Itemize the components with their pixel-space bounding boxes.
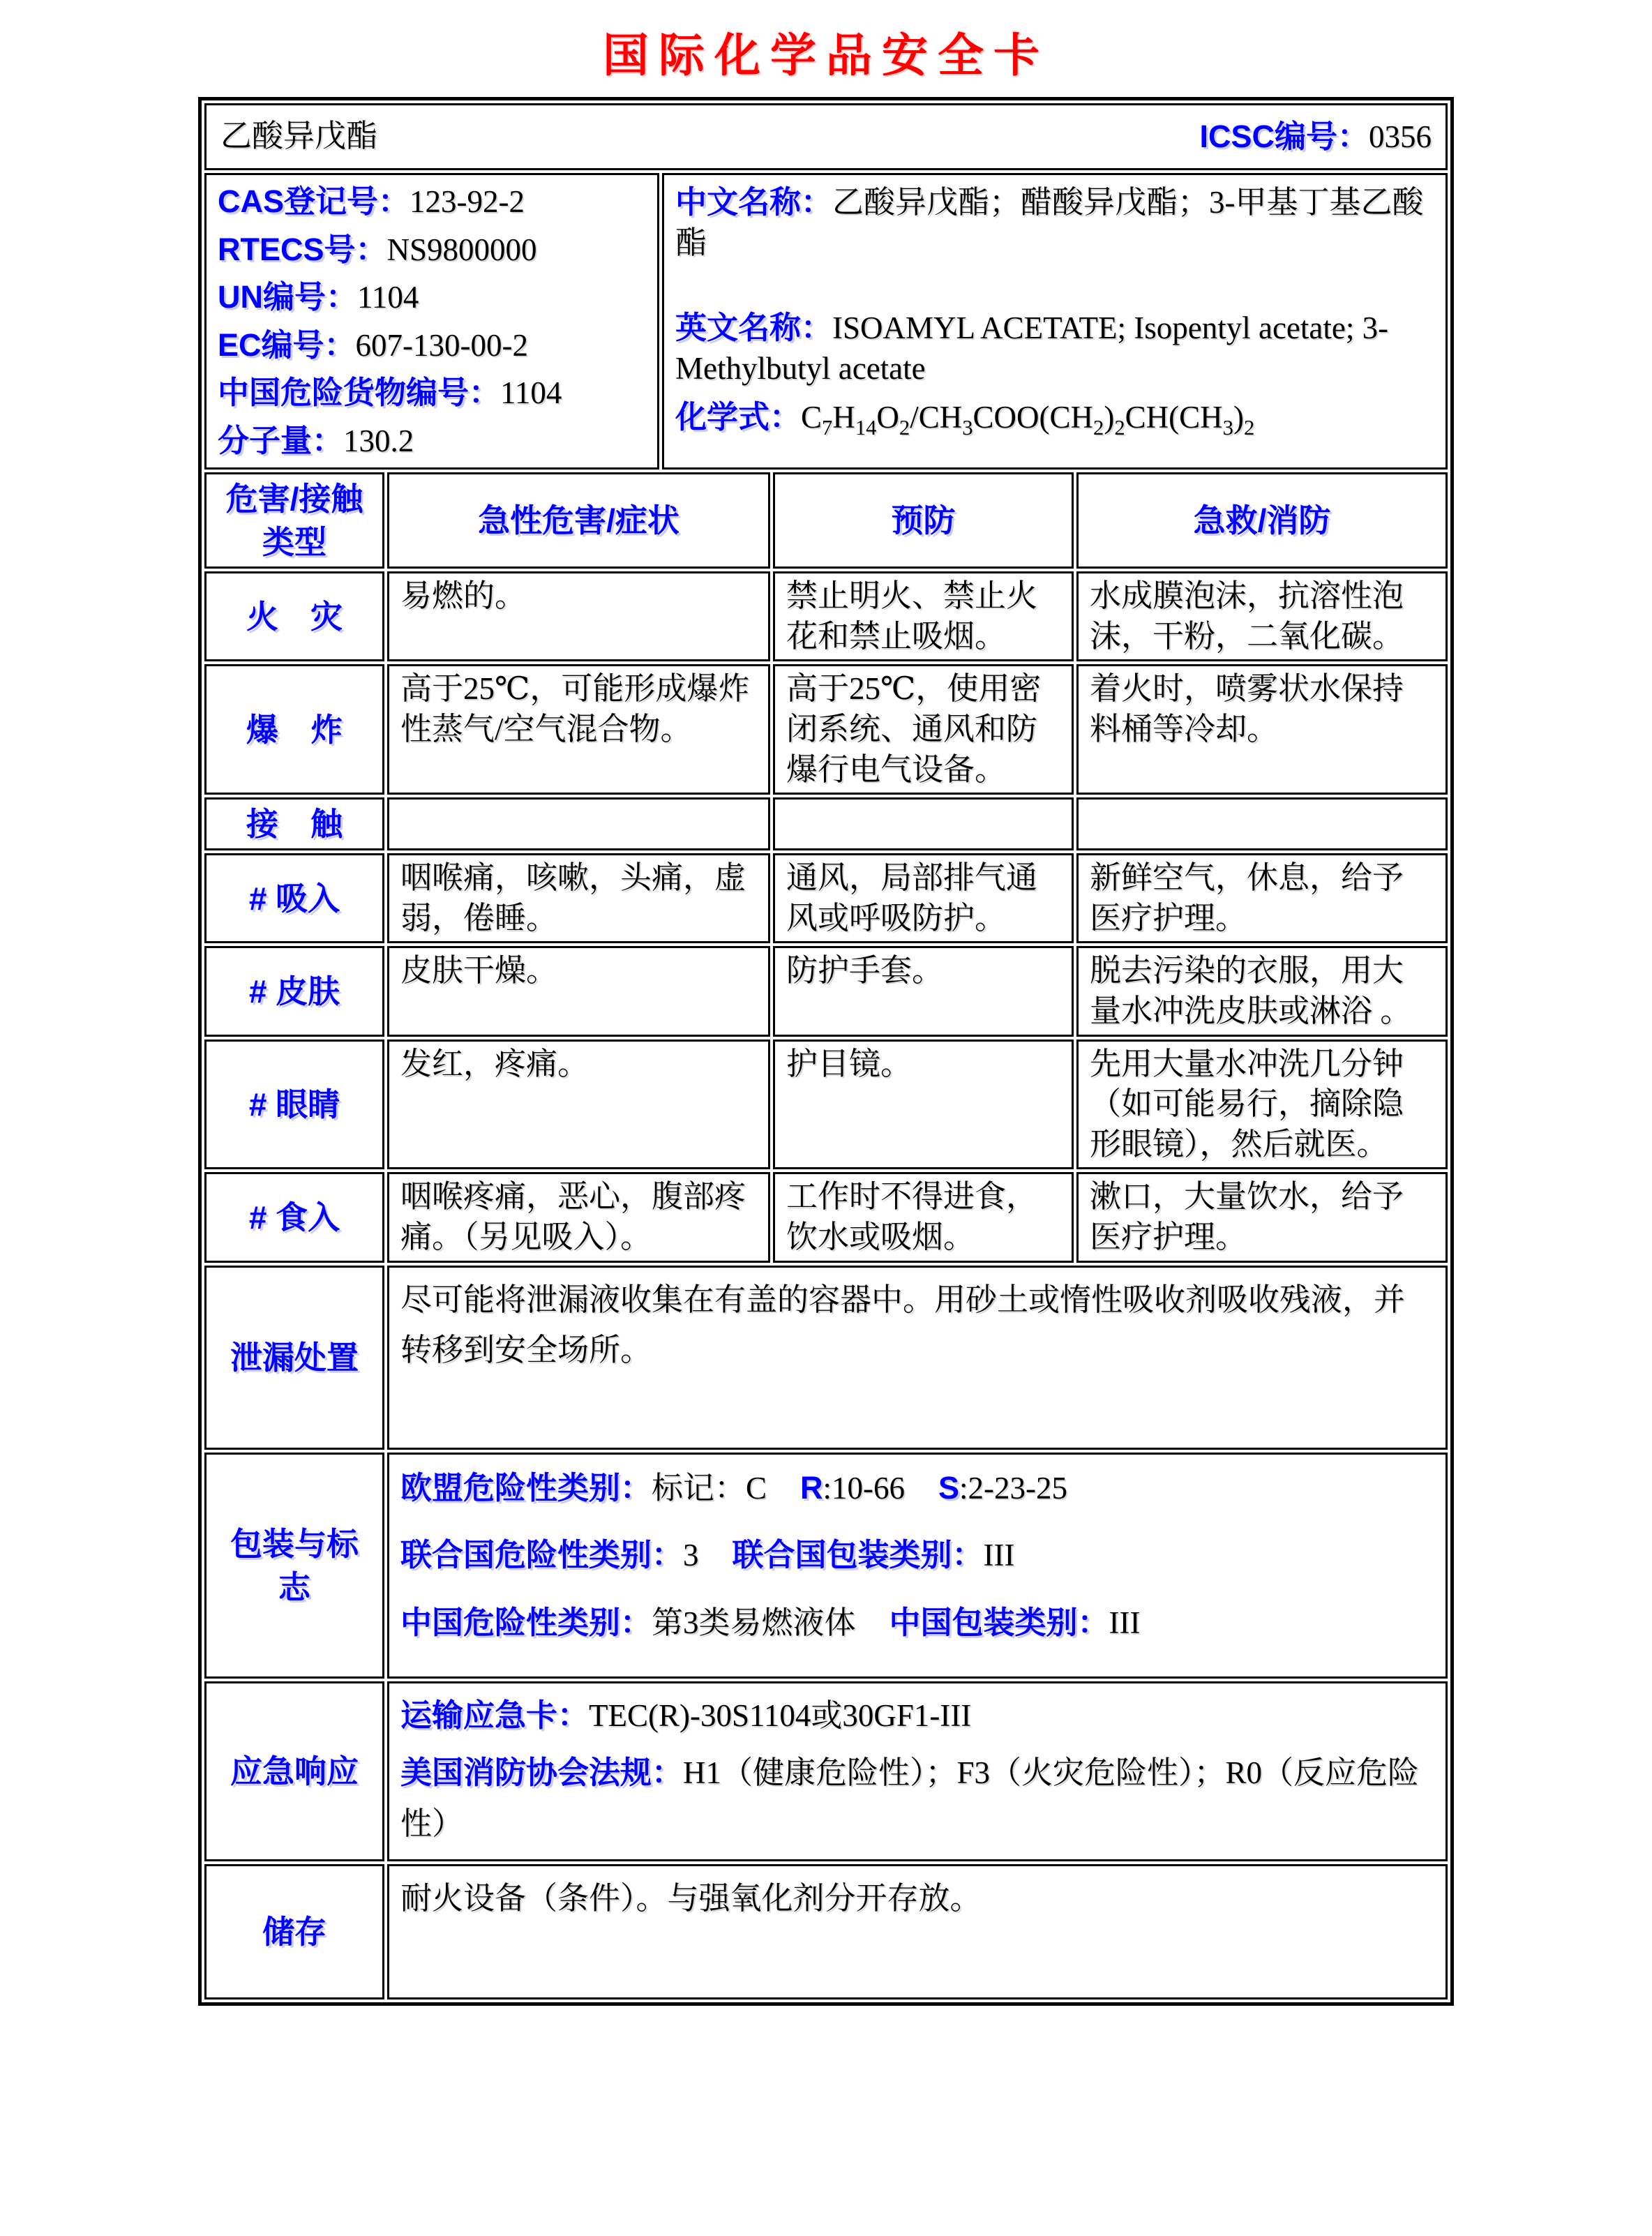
header-hazard-type: 危害/接触类型 bbox=[204, 472, 384, 569]
hazard-header-row bbox=[204, 472, 1448, 569]
names-cell bbox=[662, 173, 1448, 470]
icsc-label: ICSC编号： bbox=[1199, 118, 1369, 154]
row-fire bbox=[204, 571, 1448, 661]
fire-symptoms-cell: 易燃的。 bbox=[387, 571, 770, 661]
explosion-symptoms-cell: 高于25℃，可能形成爆炸性蒸气/空气混合物。 bbox=[387, 664, 770, 795]
explosion-type-cell: 爆 炸 bbox=[204, 664, 384, 795]
ingestion-response-cell: 漱口，大量饮水，给予医疗护理。 bbox=[1076, 1172, 1448, 1262]
header-prevention: 预防 bbox=[773, 472, 1074, 569]
eyes-response-cell: 先用大量水冲洗几分钟（如可能易行，摘除隐形眼镜），然后就医。 bbox=[1076, 1040, 1448, 1170]
icsc-number: 0356 bbox=[1369, 119, 1432, 154]
molecular-weight-line: 分子量：130.2 bbox=[218, 422, 414, 458]
un-number-line: UN编号：1104 bbox=[218, 279, 419, 315]
row-identifiers-names bbox=[204, 173, 1448, 470]
safety-card-page bbox=[0, 18, 1652, 2006]
china-hazard-class-line: 中国危险性类别：第3类易燃液体 中国包装类别：III bbox=[400, 1605, 1141, 1641]
row-eyes bbox=[204, 1040, 1448, 1170]
inhalation-prevention-cell: 通风，局部排气通风或呼吸防护。 bbox=[773, 853, 1074, 943]
row-storage bbox=[204, 1864, 1448, 1999]
row-spill-disposal bbox=[204, 1266, 1448, 1450]
contact-type-cell: 接 触 bbox=[204, 797, 384, 850]
row-contact bbox=[204, 797, 1448, 850]
inhalation-type-cell: # 吸入 bbox=[204, 853, 384, 943]
ec-number-line: EC编号：607-130-00-2 bbox=[218, 327, 528, 363]
explosion-prevention-cell: 高于25℃，使用密闭系统、通风和防爆行电气设备。 bbox=[773, 664, 1074, 795]
rtecs-number-line: RTECS号：NS9800000 bbox=[218, 231, 537, 267]
spill-label-cell: 泄漏处置 bbox=[204, 1266, 384, 1450]
chemical-formula-line: 化学式：$C_7H_{14}O_2/CH_3COO(CH_2)_2CH(CH_3)_2$ bbox=[675, 399, 1255, 440]
eu-hazard-class-line: 欧盟危险性类别：标记：C R:10-66 S:2-23-25 bbox=[400, 1469, 1068, 1506]
eyes-prevention-cell: 护目镜。 bbox=[773, 1040, 1074, 1170]
china-dg-number-line: 中国危险货物编号：1104 bbox=[218, 375, 562, 410]
storage-label-cell: 储存 bbox=[204, 1864, 384, 1999]
fire-type-cell: 火 灾 bbox=[204, 571, 384, 661]
skin-response-cell: 脱去污染的衣服，用大量水冲洗皮肤或淋浴 。 bbox=[1076, 946, 1448, 1036]
row-emergency-response bbox=[204, 1681, 1448, 1862]
header-firstaid-firefighting: 急救/消防 bbox=[1076, 472, 1448, 569]
nfpa-code-line: 美国消防协会法规：H1（健康危险性）；F3（火灾危险性）；R0（反应危险性） bbox=[400, 1755, 1420, 1842]
chemical-name-cell bbox=[204, 103, 1448, 170]
chemical-name: 乙酸异戊酯 bbox=[220, 119, 378, 154]
chemical-formula: $C_7H_{14}O_2/CH_3COO(CH_2)_2CH(CH_3)_2$ bbox=[801, 400, 1255, 440]
inhalation-symptoms-cell: 咽喉痛，咳嗽，头痛，虚弱，倦睡。 bbox=[387, 853, 770, 943]
english-name-line: 英文名称：ISOAMYL ACETATE; Isopentyl acetate; 3-Methylbutyl acetate bbox=[675, 310, 1389, 386]
storage-content-cell bbox=[387, 1864, 1448, 1999]
page-title: 国际化学品安全卡 bbox=[603, 29, 1049, 81]
chinese-name-line: 中文名称：乙酸异戊酯；醋酸异戊酯；3-甲基丁基乙酸酯 bbox=[675, 184, 1424, 260]
un-hazard-class-line: 联合国危险性类别：3 联合国包装类别：III bbox=[400, 1537, 1015, 1573]
inhalation-response-cell: 新鲜空气，休息，给予医疗护理。 bbox=[1076, 853, 1448, 943]
contact-response-cell bbox=[1076, 797, 1448, 850]
fire-response-cell: 水成膜泡沫，抗溶性泡沫，干粉，二氧化碳。 bbox=[1076, 571, 1448, 661]
skin-symptoms-cell: 皮肤干燥。 bbox=[387, 946, 770, 1036]
row-skin bbox=[204, 946, 1448, 1036]
row-packaging-labeling bbox=[204, 1453, 1448, 1679]
row-chemical-name bbox=[204, 103, 1448, 170]
cas-number-line: CAS登记号：123-92-2 bbox=[218, 183, 525, 219]
fire-prevention-cell: 禁止明火、禁止火花和禁止吸烟。 bbox=[773, 571, 1074, 661]
emergency-content-cell bbox=[387, 1681, 1448, 1862]
safety-card-table bbox=[198, 97, 1454, 2006]
row-inhalation bbox=[204, 853, 1448, 943]
identifiers-cell bbox=[204, 173, 659, 470]
ingestion-prevention-cell: 工作时不得进食，饮水或吸烟。 bbox=[773, 1172, 1074, 1262]
row-explosion bbox=[204, 664, 1448, 795]
row-ingestion bbox=[204, 1172, 1448, 1262]
explosion-response-cell: 着火时，喷雾状水保持料桶等冷却。 bbox=[1076, 664, 1448, 795]
spill-content-cell bbox=[387, 1266, 1448, 1450]
contact-symptoms-cell bbox=[387, 797, 770, 850]
spill-text: 尽可能将泄漏液收集在有盖的容器中。用砂土或惰性吸收剂吸收残液，并转移到安全场所。 bbox=[400, 1282, 1406, 1368]
skin-prevention-cell: 防护手套。 bbox=[773, 946, 1074, 1036]
storage-text: 耐火设备（条件）。与强氧化剂分开存放。 bbox=[400, 1881, 982, 1916]
contact-prevention-cell bbox=[773, 797, 1074, 850]
packaging-content-cell bbox=[387, 1453, 1448, 1679]
transport-emergency-card-line: 运输应急卡：TEC(R)-30S1104或30GF1-III bbox=[400, 1697, 972, 1733]
eyes-type-cell: # 眼睛 bbox=[204, 1040, 384, 1170]
icsc-number-group bbox=[1199, 117, 1432, 158]
header-acute-symptoms: 急性危害/症状 bbox=[387, 472, 770, 569]
ingestion-type-cell: # 食入 bbox=[204, 1172, 384, 1262]
eyes-symptoms-cell: 发红，疼痛。 bbox=[387, 1040, 770, 1170]
skin-type-cell: # 皮肤 bbox=[204, 946, 384, 1036]
packaging-label-cell: 包装与标志 bbox=[204, 1453, 384, 1679]
emergency-label-cell: 应急响应 bbox=[204, 1681, 384, 1862]
ingestion-symptoms-cell: 咽喉疼痛，恶心，腹部疼痛。（另见吸入）。 bbox=[387, 1172, 770, 1262]
